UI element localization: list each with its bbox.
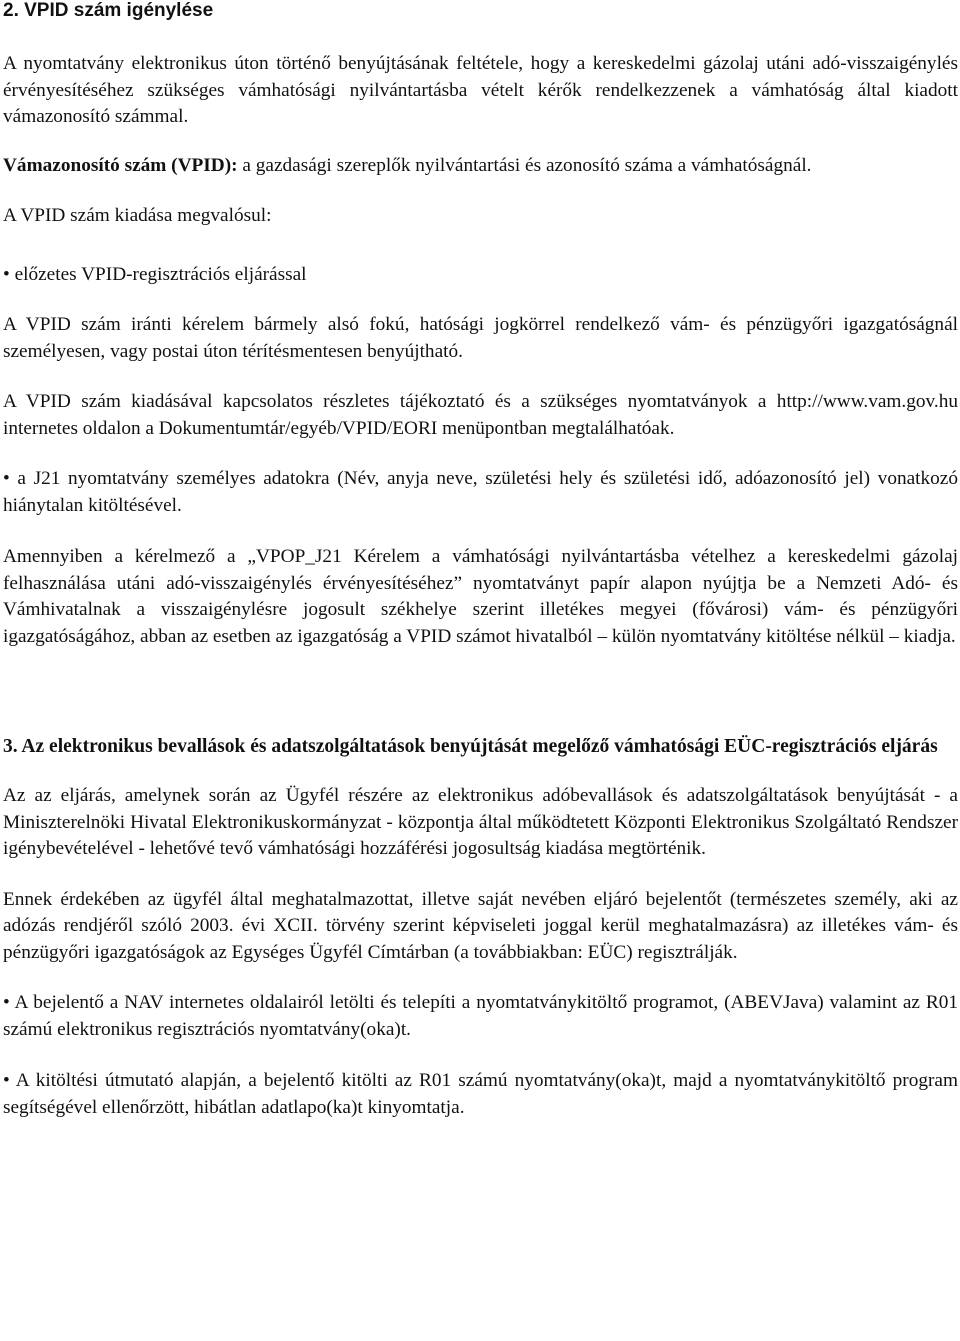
- vpid-request-text: A VPID szám iránti kérelem bármely alsó fokú, hatósági jogkörrel rendelkező vám- és pénzügyőri igazgatóságnál személyesen, vagy postai úton térítésmentesen benyújtható.: [3, 314, 958, 362]
- section-3-heading: 3. Az elektronikus bevallások és adatszolgáltatások benyújtását megelőző vámhatósági EÜC-regisztrációs eljárás: [3, 736, 938, 757]
- vam-gov-link[interactable]: http://www.vam.gov.hu: [776, 391, 958, 412]
- vpid-info-after: internetes oldalon a Dokumentumtár/egyéb/VPID/EORI menüpontban megtalálhatóak.: [3, 417, 675, 439]
- vpid-definition-term: Vámazonosító szám (VPID):: [3, 154, 238, 176]
- vpid-issue-intro: A VPID szám kiadása megvalósul:: [3, 205, 272, 226]
- document-page: [3, 0, 958, 1121]
- section-3-para1: Az az eljárás, amelynek során az Ügyfél részére az elektronikus adóbevallások és adatszolgáltatások benyújtását - a Miniszterelnöki Hivatal Elektronikuskormányzat - központja által működtetett Központi Elektronikus Szolgáltató Rendszer igénybevételével - lehetővé tevő vámhatósági hozzáférési jogosultság kiadása megtörténik.: [3, 785, 958, 859]
- vpid-definition-text: a gazdasági szereplők nyilvántartási és azonosító száma a vámhatóságnál.: [237, 154, 812, 176]
- vpid-bullet-j21: • a J21 nyomtatvány személyes adatokra (Név, anyja neve, születési hely és születési idő, adóazonosító jel) vonatkozó hiánytalan kitöltésével.: [3, 468, 958, 516]
- vpid-bullet-preregistration: • előzetes VPID-regisztrációs eljárással: [3, 263, 307, 285]
- vpid-info-before: A VPID szám kiadásával kapcsolatos részletes tájékoztató és a szükséges nyomtatványok a: [3, 391, 777, 412]
- section-3-bullet-download: • A bejelentő a NAV internetes oldalairól letölti és telepíti a nyomtatványkitöltő programot, (ABEVJava) valamint az R01 számú elektronikus regisztrációs nyomtatvány(oka)t.: [3, 992, 958, 1040]
- vpid-definition: [3, 153, 958, 180]
- section-2-intro: A nyomtatvány elektronikus úton történő benyújtásának feltétele, hogy a kereskedelmi gázolaj utáni adó-visszaigénylés érvényesítéséhez szükséges vámhatósági nyilvántartásba vételt kérők rendelkezzenek a vámhatóság által kiadott vámazonosító számmal.: [3, 53, 958, 127]
- section-3-bullet-fill: • A kitöltési útmutató alapján, a bejelentő kitölti az R01 számú nyomtatvány(oka)t, majd a nyomtatványkitöltő program segítségével ellenőrzött, hibátlan adatlapo(ka)t kinyomtatja.: [3, 1070, 958, 1118]
- section-2-heading: 2. VPID szám igénylése: [3, 0, 214, 21]
- section-3-para2: Ennek érdekében az ügyfél által meghatalmazottat, illetve saját nevében eljáró bejelentőt (természetes személy, aki az adózás rendjéről szóló 2003. évi XCII. törvény szerint képviseleti joggal kerül meghatalmazásra) az illetékes vám- és pénzügyőri igazgatóságok az Egységes Ügyfél Címtárban (a továbbiakban: EÜC) regisztrálják.: [3, 888, 958, 963]
- vpid-info-text: [3, 389, 958, 442]
- vpop-paper-text: Amennyiben a kérelmező a „VPOP_J21 Kérelem a vámhatósági nyilvántartásba vételhez a kereskedelmi gázolaj felhasználása utáni adó-visszaigénylés érvényesítéséhez” nyomtatványt papír alapon nyújtja be a Nemzeti Adó- és Vámhivatalnak a visszaigénylésre jogosult székhelye szerint illetékes megyei (fővárosi) vám- és pénzügyőri igazgatóságához, abban az esetben az igazgatóság a VPID számot hivatalból – külön nyomtatvány kitöltése nélkül – kiadja.: [3, 546, 958, 647]
